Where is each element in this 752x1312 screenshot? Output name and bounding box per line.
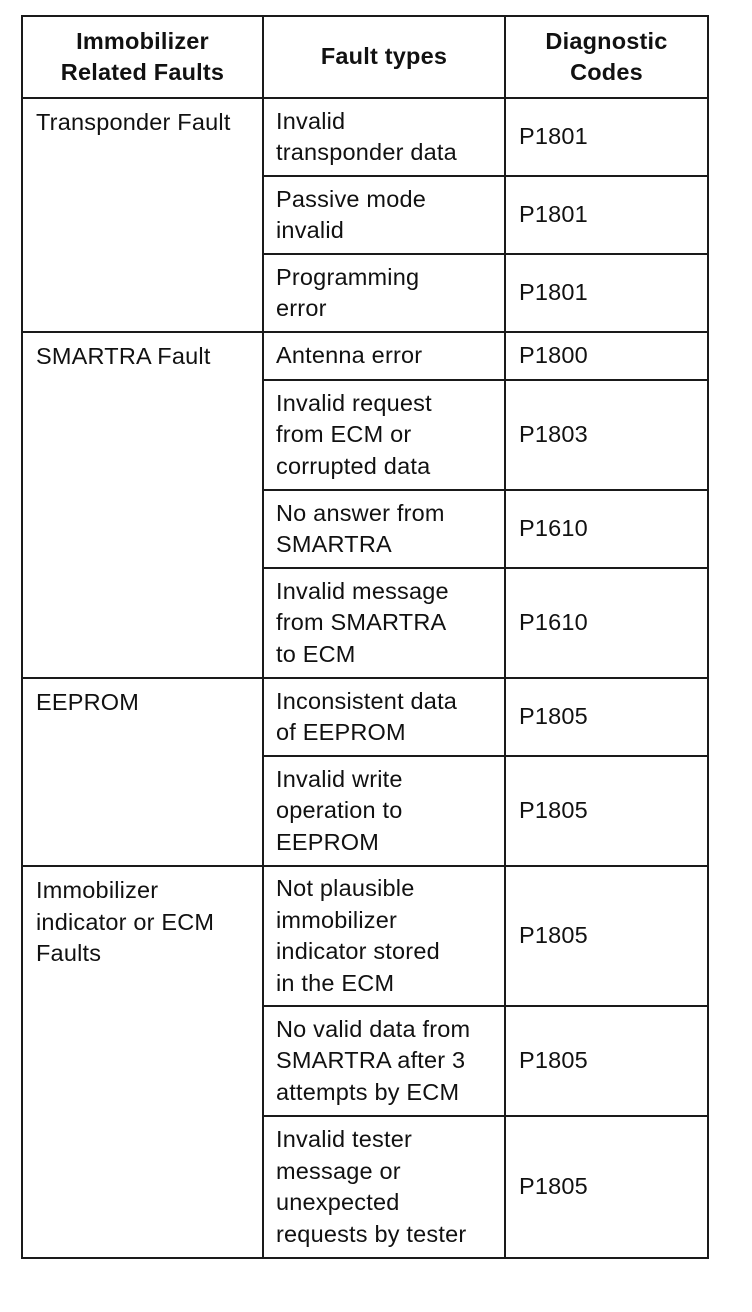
diagnostic-code-cell: P1805 <box>505 756 708 866</box>
table-row <box>22 332 708 380</box>
header-fault-types: Fault types <box>263 16 505 98</box>
diagnostic-code-cell: P1805 <box>505 866 708 1006</box>
fault-type-cell: Not plausible immobilizer indicator stored in the ECM <box>263 866 505 1006</box>
header-row <box>22 16 708 98</box>
diagnostic-code-cell: P1805 <box>505 1116 708 1258</box>
fault-type-cell: Antenna error <box>263 332 505 380</box>
diagnostic-code-cell: P1803 <box>505 380 708 490</box>
table-header <box>22 16 708 98</box>
fault-type-cell: Programming error <box>263 254 505 332</box>
diagnostic-code-cell: P1800 <box>505 332 708 380</box>
diagnostic-code-cell: P1805 <box>505 1006 708 1116</box>
fault-group-cell: Transponder Fault <box>22 98 263 332</box>
fault-group-cell: EEPROM <box>22 678 263 866</box>
diagnostic-code-cell: P1801 <box>505 176 708 254</box>
fault-type-cell: No answer from SMARTRA <box>263 490 505 568</box>
table-row <box>22 866 708 1006</box>
header-diagnostic-codes: Diagnostic Codes <box>505 16 708 98</box>
table-row <box>22 678 708 756</box>
fault-group-cell: Immobilizer indicator or ECM Faults <box>22 866 263 1258</box>
table-row <box>22 98 708 176</box>
fault-type-cell: Inconsistent data of EEPROM <box>263 678 505 756</box>
fault-type-cell: Invalid write operation to EEPROM <box>263 756 505 866</box>
diagnostic-code-cell: P1610 <box>505 568 708 678</box>
immobilizer-fault-table <box>21 15 709 1259</box>
fault-type-cell: Invalid request from ECM or corrupted data <box>263 380 505 490</box>
table-body <box>22 98 708 1258</box>
fault-group-cell: SMARTRA Fault <box>22 332 263 678</box>
diagnostic-code-cell: P1610 <box>505 490 708 568</box>
fault-type-cell: No valid data from SMARTRA after 3 attempts by ECM <box>263 1006 505 1116</box>
diagnostic-code-cell: P1801 <box>505 254 708 332</box>
diagnostic-code-cell: P1805 <box>505 678 708 756</box>
header-related-faults: Immobilizer Related Faults <box>22 16 263 98</box>
fault-type-cell: Invalid message from SMARTRA to ECM <box>263 568 505 678</box>
fault-type-cell: Invalid tester message or unexpected requests by tester <box>263 1116 505 1258</box>
fault-type-cell: Invalid transponder data <box>263 98 505 176</box>
diagnostic-code-cell: P1801 <box>505 98 708 176</box>
fault-type-cell: Passive mode invalid <box>263 176 505 254</box>
